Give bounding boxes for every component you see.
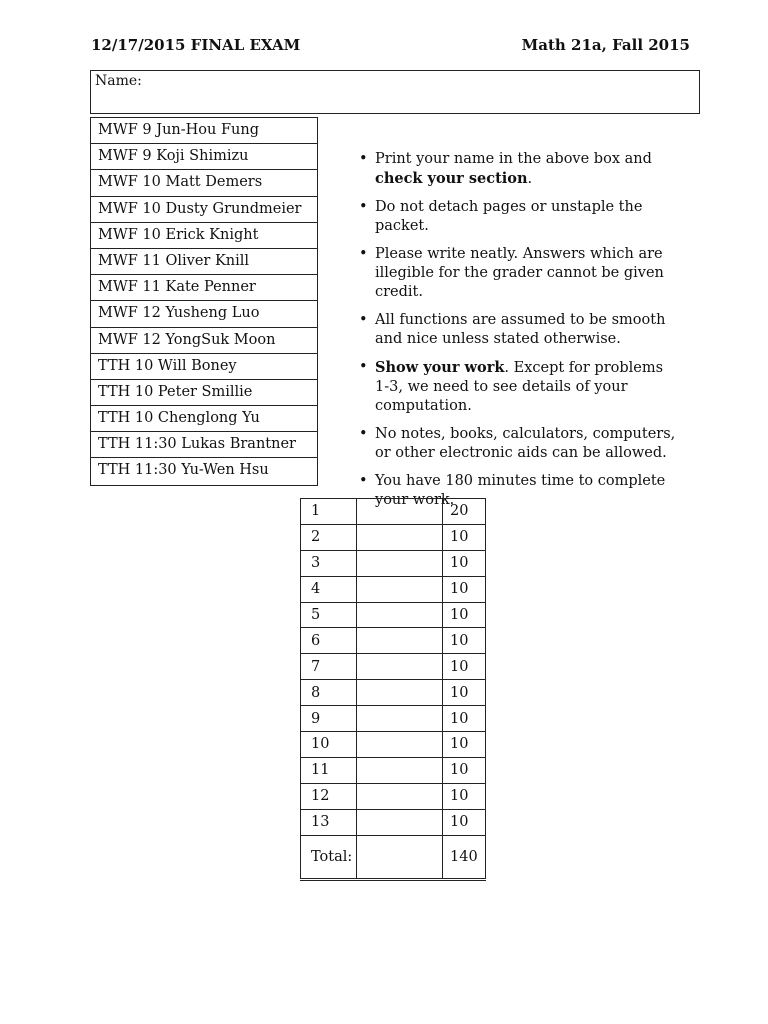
score-row bbox=[301, 524, 486, 550]
score-cell[interactable] bbox=[357, 524, 443, 550]
problem-number: 4 bbox=[301, 576, 357, 602]
score-row bbox=[301, 706, 486, 732]
problem-number: 3 bbox=[301, 550, 357, 576]
score-cell[interactable] bbox=[357, 499, 443, 525]
max-points: 10 bbox=[443, 680, 486, 706]
score-row bbox=[301, 757, 486, 783]
score-cell[interactable] bbox=[357, 732, 443, 758]
section-item[interactable]: MWF 11 Kate Penner bbox=[91, 275, 317, 301]
instruction-item: • All functions are assumed to be smooth and nice unless stated otherwise. bbox=[359, 312, 666, 347]
score-cell[interactable] bbox=[357, 783, 443, 809]
section-item[interactable]: MWF 9 Koji Shimizu bbox=[91, 144, 317, 170]
max-points: 10 bbox=[443, 602, 486, 628]
score-row bbox=[301, 654, 486, 680]
score-cell[interactable] bbox=[357, 809, 443, 835]
score-row bbox=[301, 680, 486, 706]
exam-date-title: 12/17/2015 FINAL EXAM bbox=[91, 36, 301, 54]
section-item[interactable]: TTH 11:30 Yu-Wen Hsu bbox=[98, 462, 269, 479]
section-item[interactable]: TTH 10 Peter Smillie bbox=[91, 380, 317, 406]
instruction-item: • Show your work. Except for problems 1-3, we need to see details of your computation. bbox=[359, 359, 664, 414]
score-row bbox=[301, 602, 486, 628]
section-item[interactable]: MWF 9 Jun-Hou Fung bbox=[91, 118, 317, 144]
score-cell[interactable] bbox=[357, 680, 443, 706]
name-field[interactable] bbox=[90, 70, 700, 114]
score-row bbox=[301, 550, 486, 576]
section-item[interactable]: MWF 10 Erick Knight bbox=[91, 223, 317, 249]
problem-number: 10 bbox=[301, 732, 357, 758]
problem-number: 1 bbox=[301, 499, 357, 525]
score-table bbox=[300, 498, 486, 881]
max-points: 10 bbox=[443, 809, 486, 835]
section-item[interactable]: TTH 10 Will Boney bbox=[91, 354, 317, 380]
instruction-item: • Do not detach pages or unstaple the packet. bbox=[359, 199, 643, 234]
problem-number: 8 bbox=[301, 680, 357, 706]
section-item[interactable]: MWF 11 Oliver Knill bbox=[91, 249, 317, 275]
instruction-item: • You have 180 minutes time to complete your work. bbox=[359, 473, 666, 508]
instruction-item: • No notes, books, calculators, computers, or other electronic aids can be allowed. bbox=[359, 426, 676, 461]
bullet-icon: • bbox=[359, 199, 368, 215]
bullet-icon: • bbox=[359, 312, 368, 328]
max-points: 10 bbox=[443, 576, 486, 602]
score-cell[interactable] bbox=[357, 550, 443, 576]
score-row bbox=[301, 628, 486, 654]
score-row bbox=[301, 732, 486, 758]
max-points: 10 bbox=[443, 524, 486, 550]
section-item[interactable]: MWF 10 Dusty Grundmeier bbox=[91, 197, 317, 223]
bullet-icon: • bbox=[359, 359, 368, 375]
problem-number: 11 bbox=[301, 757, 357, 783]
max-points: 10 bbox=[443, 628, 486, 654]
bullet-icon: • bbox=[359, 246, 368, 262]
max-points: 10 bbox=[443, 654, 486, 680]
problem-number: 6 bbox=[301, 628, 357, 654]
section-list bbox=[90, 117, 318, 486]
problem-number: 7 bbox=[301, 654, 357, 680]
max-points: 10 bbox=[443, 783, 486, 809]
total-row bbox=[301, 835, 486, 879]
problem-number: 12 bbox=[301, 783, 357, 809]
max-points: 10 bbox=[443, 706, 486, 732]
score-cell[interactable] bbox=[357, 628, 443, 654]
problem-number: 13 bbox=[301, 809, 357, 835]
section-item[interactable]: MWF 10 Matt Demers bbox=[91, 170, 317, 196]
total-label: Total: bbox=[301, 835, 357, 879]
score-cell[interactable] bbox=[357, 757, 443, 783]
bullet-icon: • bbox=[359, 473, 368, 489]
total-points: 140 bbox=[443, 835, 486, 879]
max-points: 10 bbox=[443, 732, 486, 758]
max-points: 10 bbox=[443, 550, 486, 576]
section-item[interactable]: MWF 12 Yusheng Luo bbox=[91, 301, 317, 327]
section-item[interactable]: TTH 10 Chenglong Yu bbox=[91, 406, 317, 432]
section-item[interactable]: TTH 11:30 Lukas Brantner bbox=[91, 432, 317, 458]
score-row bbox=[301, 576, 486, 602]
instruction-item: • Print your name in the above box and check your section. bbox=[359, 151, 652, 187]
total-score-cell[interactable] bbox=[357, 835, 443, 879]
score-cell[interactable] bbox=[357, 706, 443, 732]
name-label: Name: bbox=[95, 73, 142, 89]
score-row bbox=[301, 499, 486, 525]
max-points: 20 bbox=[443, 499, 486, 525]
max-points: 10 bbox=[443, 757, 486, 783]
score-cell[interactable] bbox=[357, 654, 443, 680]
problem-number: 5 bbox=[301, 602, 357, 628]
score-row bbox=[301, 809, 486, 835]
score-row bbox=[301, 783, 486, 809]
section-item[interactable]: MWF 12 YongSuk Moon bbox=[91, 328, 317, 354]
problem-number: 9 bbox=[301, 706, 357, 732]
bullet-icon: • bbox=[359, 426, 368, 442]
instructions-list bbox=[358, 150, 678, 519]
score-cell[interactable] bbox=[357, 602, 443, 628]
bullet-icon: • bbox=[359, 151, 368, 167]
course-term: Math 21a, Fall 2015 bbox=[521, 36, 690, 54]
score-cell[interactable] bbox=[357, 576, 443, 602]
problem-number: 2 bbox=[301, 524, 357, 550]
instruction-item: • Please write neatly. Answers which are illegible for the grader cannot be given credit. bbox=[359, 246, 664, 300]
